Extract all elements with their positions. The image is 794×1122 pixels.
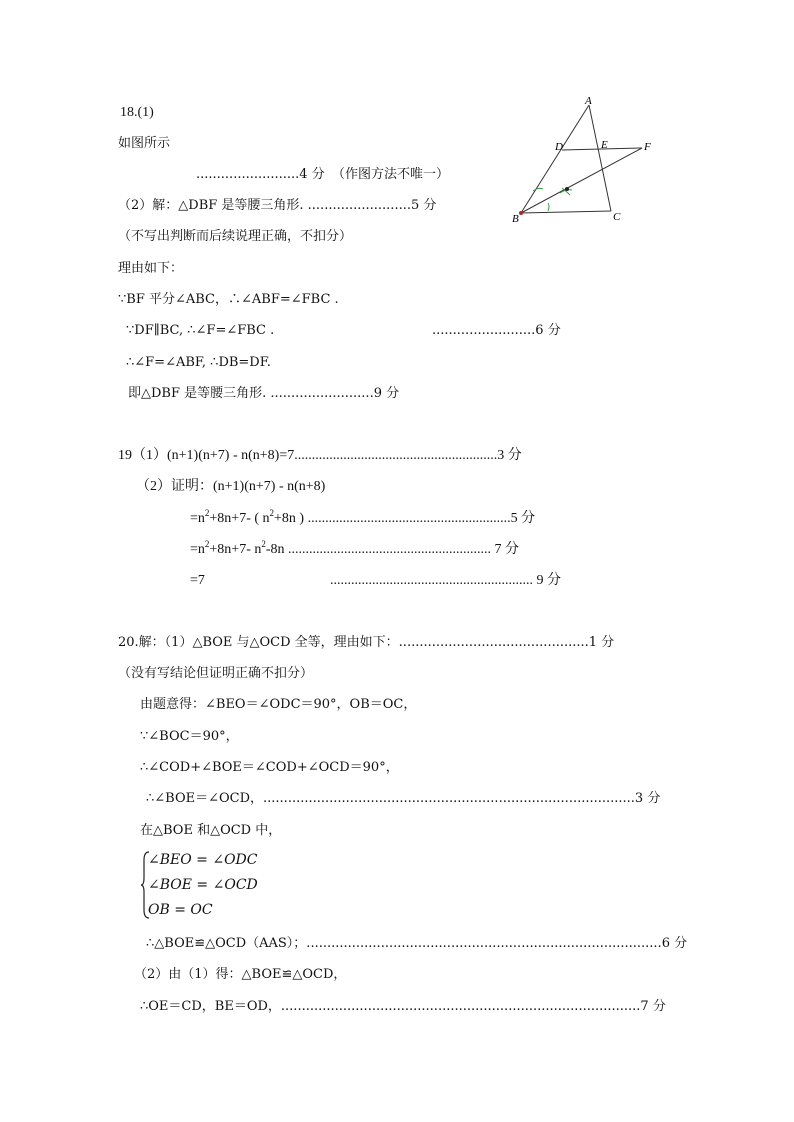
label-e: E — [601, 139, 608, 151]
label-b: B — [512, 213, 519, 225]
q18-reason-intro: 理由如下： — [118, 261, 184, 276]
segment-bf — [521, 148, 642, 213]
label-d: D — [555, 141, 563, 153]
label-a: A — [585, 95, 592, 107]
q18-step2: ∵DF∥BC, ∴∠F=∠FBC . — [126, 323, 275, 338]
point-b-dot — [519, 211, 523, 215]
q20-line8: ∴△BOE≌△OCD（AAS）；......................................................................................6 分 — [146, 936, 688, 951]
q18-step3: ∴∠F=∠ABF, ∴DB=DF. — [126, 355, 271, 370]
q19-line3: $=n^2+8n+7-$ ( $n^2+8n$ ) ..........................................................5 分 — [190, 508, 536, 526]
q20-line6: ∴∠BOE＝∠OCD，..........................................................................................3 分 — [146, 791, 661, 806]
label-c: C — [613, 211, 621, 223]
q18-note-method: （作图方法不唯一） — [332, 167, 450, 182]
arc-intersection-point — [565, 187, 569, 191]
q20-line9: （2）由（1）得：△BOE≌△OCD， — [134, 967, 347, 982]
arc-mark-2 — [548, 203, 549, 211]
q20-line4: ∵∠BOC＝90°， — [140, 729, 239, 744]
triangle-figure — [505, 93, 670, 233]
system-eq-1: ∠BEO = ∠ODC — [148, 852, 258, 868]
system-eq-2: ∠BOE = ∠OCD — [148, 877, 258, 893]
q20-line10: ∴OE＝CD，BE＝OD，.......................................................................................7 分 — [140, 999, 666, 1014]
q20-line7: 在△BOE 和△OCD 中， — [140, 823, 282, 838]
q19-line1: 19（1）(n+1)(n+7) - n(n+8)=7..........................................................3 分 — [118, 448, 522, 463]
q19-line5-result: =7 — [190, 573, 205, 588]
label-f: F — [644, 141, 651, 153]
q18-as-shown: 如图所示 — [118, 136, 171, 151]
q20-line1: 20.解：（1）△BOE 与△OCD 全等，理由如下：..............................................1 分 — [118, 635, 615, 650]
q20-line5: ∴∠COD+∠BOE＝∠COD+∠OCD＝90°， — [140, 760, 399, 775]
q18-step1: ∵BF 平分∠ABC，∴∠ABF=∠FBC . — [118, 292, 339, 307]
side-ab — [521, 105, 589, 213]
side-ac — [589, 105, 611, 211]
arc-mark-1 — [533, 188, 543, 191]
q18-score-4: .........................4 分 — [196, 167, 325, 182]
q20-line2: （没有写结论但证明正确不扣分） — [118, 666, 314, 681]
system-eq-3: OB = OC — [148, 902, 213, 918]
q19-line4: $=n^2+8n+7-$ $n^2-8n$ .......................................................... 7 分 — [190, 539, 520, 557]
q18-score-6: .........................6 分 — [432, 323, 561, 338]
q20-line3: 由题意得：∠BEO＝∠ODC＝90°，OB＝OC， — [140, 697, 417, 712]
q19-line5-score: .......................................................... 9 分 — [330, 573, 561, 588]
q18-note-no-deduct: （不写出判断而后续说理正确，不扣分） — [118, 229, 353, 244]
q18-title: 18.(1) — [120, 105, 154, 120]
q19-line2: （2）证明：(n+1)(n+7) - n(n+8) — [136, 479, 326, 494]
q18-part2: （2）解：△DBF 是等腰三角形. .........................5 分 — [118, 198, 437, 213]
q18-step4: 即△DBF 是等腰三角形. .........................9 分 — [128, 386, 400, 401]
side-bc — [521, 211, 611, 213]
